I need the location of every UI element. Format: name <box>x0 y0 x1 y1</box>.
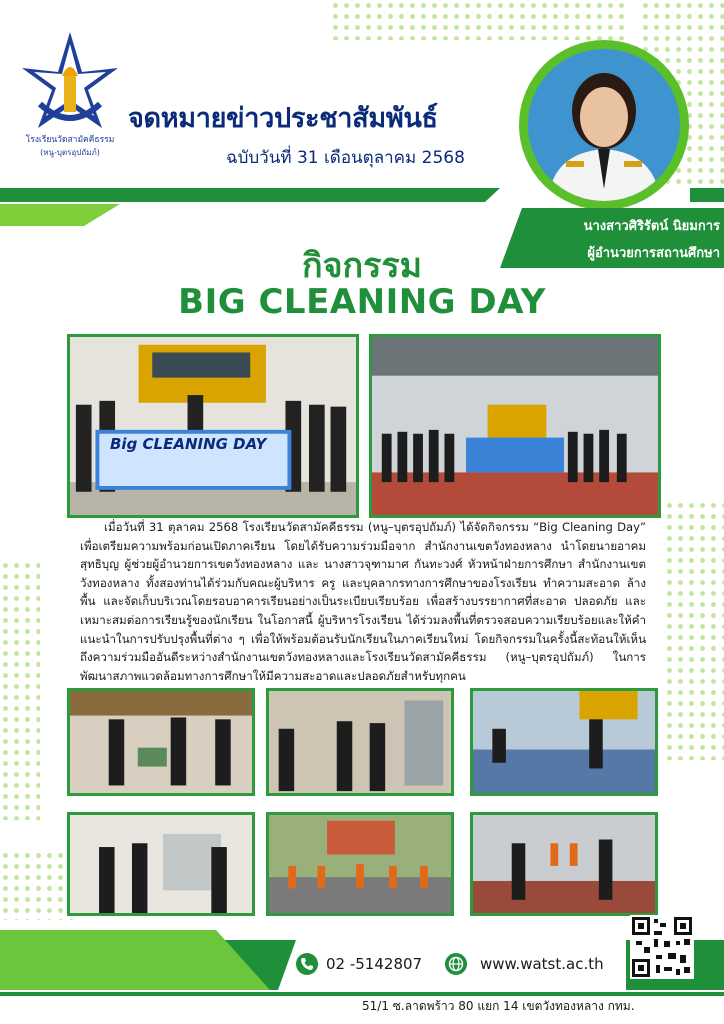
photo-hallway <box>67 812 255 916</box>
activity-title-en: BIG CLEANING DAY <box>178 282 546 322</box>
article-body: เมื่อวันที่ 31 ตุลาคม 2568 โรงเรียนวัดสามัคคีธรรม (หนู–บุตรอุปถัมภ์) ได้จัดกิจกรรม “Big Cleaning Day” เพื่อเตรียมความพร้อมก่อนเปิดภาคเรียน โดยได้รับความร่วมมือจาก สำนักงานเขตวังทองหลาง นำโดยนายอาคม สุทธิบุญ ผู้ช่วยผู้อำนวยการเขตวังทองหลาง และ นางสาวจุฑามาศ กันทะวงศ์ หัวหน้าฝ่ายการศึกษา สำนักงานเขตวังทองหลาง ทั้งสองท่านได้ร่วมกับคณะผู้บริหาร ครู และบุคลากรทางการศึกษาของโรงเรียน ทำความสะอาด ล้างพื้น และจัดเก็บบริเวณโดยรอบอาคารเรียนอย่างเป็นระเบียบเรียบร้อย เพื่อสร้างบรรยากาศที่สะอาด ปลอดภัย และเหมาะสมต่อการเรียนรู้ของนักเรียน ในโอกาสนี้ ผู้บริหารโรงเรียน ได้ร่วมลงพื้นที่ตรวจสอบความเรียบร้อยและให้คำแนะนำในการปรับปรุงพื้นที่ต่าง ๆ เพื่อให้พร้อมต้อนรับนักเรียนในภาคเรียนใหม่ โดยกิจกรรมในครั้งนี้สะท้อนให้เห็นถึงความร่วมมืออันดีระหว่างสำนักงานเขตวังทองหลางและโรงเรียนวัดสามัคคีธรรม (หนู–บุตรอุปถัมภ์) ในการพัฒนาสภาพแวดล้อมทางการศึกษาให้มีความสะอาดและปลอดภัยสำหรับทุกคน <box>80 520 646 683</box>
globe-icon <box>445 953 467 975</box>
issue-date: ฉบับวันที่ 31 เดือนตุลาคม 2568 <box>226 148 465 168</box>
phone-number[interactable]: 02 -5142807 <box>326 955 423 973</box>
photo-garage-group <box>369 334 661 518</box>
photo-group-banner <box>67 334 359 518</box>
footer-accent <box>0 930 270 990</box>
photo-garage-cleaning <box>470 812 658 916</box>
decor-dots-left <box>0 560 40 820</box>
school-logo <box>18 28 122 168</box>
director-role: ผู้อำนวยการสถานศึกษา <box>587 246 720 261</box>
photo-kitchen-2 <box>266 688 454 796</box>
logo-text: โรงเรียนวัดสามัคคีธรรม <box>25 135 115 145</box>
director-photo <box>528 49 680 201</box>
decor-dots-top <box>330 0 630 40</box>
phone-icon <box>296 953 318 975</box>
photo-floor-mopping <box>470 688 658 796</box>
logo-subtext: (หนู-บุตรอุปถัมภ์) <box>40 148 100 157</box>
photo-outdoor-team <box>266 812 454 916</box>
director-name: นางสาวศิริรัตน์ นิยมการ <box>583 219 720 234</box>
decor-dots-mid <box>664 500 724 760</box>
qr-code[interactable] <box>630 915 694 979</box>
footer-line <box>0 992 724 996</box>
school-address: 51/1 ซ.ลาดพร้าว 80 แยก 14 เขตวังทองหลาง กทม. <box>362 999 635 1013</box>
activity-title-th: กิจกรรม <box>301 246 423 286</box>
header-stripe <box>0 188 500 202</box>
header-stripe-light <box>0 204 120 226</box>
header-stripe-right <box>690 188 724 202</box>
banner-text: Big CLEANING DAY <box>110 435 267 453</box>
newsletter-title: จดหมายข่าวประชาสัมพันธ์ <box>128 103 438 134</box>
photo-kitchen-1 <box>67 688 255 796</box>
website-link[interactable]: www.watst.ac.th <box>480 955 604 973</box>
